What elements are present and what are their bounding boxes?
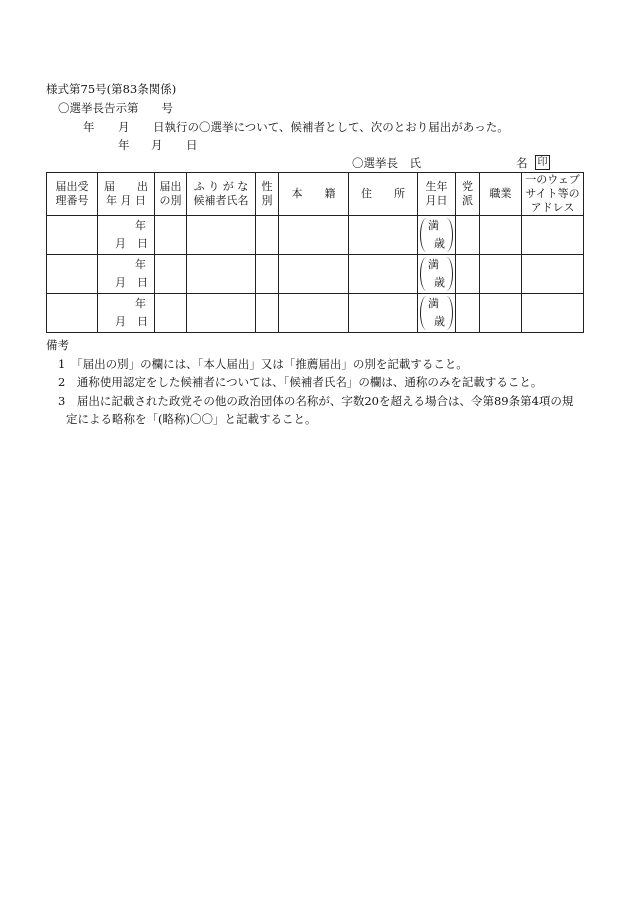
candidate-name-cell[interactable] (187, 216, 256, 255)
filing-date-cell[interactable]: 年 月 日 (98, 255, 155, 294)
address-cell[interactable] (349, 255, 418, 294)
address-cell[interactable] (349, 216, 418, 255)
header-website: 一のウェブ サイト等の アドレス (522, 173, 584, 216)
occupation-cell[interactable] (480, 294, 522, 333)
party-cell[interactable] (456, 294, 480, 333)
website-cell[interactable] (522, 294, 584, 333)
sex-cell[interactable] (256, 294, 279, 333)
date-day: 日 (186, 138, 198, 152)
exec-text: 日執行の〇選挙について、候補者として、次のとおり届出があった。 (153, 120, 509, 134)
birth-date-cell[interactable]: 満 歳 (418, 216, 456, 255)
header-domicile: 本 籍 (279, 173, 349, 216)
candidate-name-cell[interactable] (187, 255, 256, 294)
domicile-cell[interactable] (279, 216, 349, 255)
note-item: 3 届出に記載された政党その他の政治団体の名称が、字数20を超える場合は、令第89条第4項の規 (58, 394, 574, 408)
website-cell[interactable] (522, 216, 584, 255)
sex-cell[interactable] (256, 255, 279, 294)
filing-type-cell[interactable] (155, 294, 187, 333)
header-address: 住 所 (349, 173, 418, 216)
party-cell[interactable] (456, 216, 480, 255)
table-row (47, 216, 584, 255)
sex-cell[interactable] (256, 216, 279, 255)
occupation-cell[interactable] (480, 255, 522, 294)
header-filing-date: 届 出 年 月 日 (98, 173, 155, 216)
header-occupation: 職業 (480, 173, 522, 216)
exec-month: 月 (118, 120, 130, 134)
note-item: 1 「届出の別」の欄には、「本人届出」又は「推薦届出」の別を記載すること。 (58, 357, 468, 371)
note-item-continued: 定による略称を「(略称)〇〇」と記載すること。 (66, 412, 317, 426)
address-cell[interactable] (349, 294, 418, 333)
birth-date-cell[interactable]: 満 歳 (418, 294, 456, 333)
candidate-name-cell[interactable] (187, 294, 256, 333)
form-title: 様式第75号(第83条関係) (46, 82, 177, 96)
header-sex: 性 別 (256, 173, 279, 216)
notice-line: 〇選挙長告示第 号 (58, 101, 173, 115)
seal-mark: 印 (535, 155, 550, 170)
official-name-label: 名 (516, 156, 528, 170)
filing-type-cell[interactable] (155, 255, 187, 294)
note-item: 2 通称使用認定をした候補者については、「候補者氏名」の欄は、通称のみを記載すること。 (58, 375, 543, 389)
candidate-filing-table (46, 172, 584, 333)
domicile-cell[interactable] (279, 255, 349, 294)
date-year: 年 (118, 138, 130, 152)
table-row (47, 255, 584, 294)
header-birth-date: 生年 月日 (418, 173, 456, 216)
domicile-cell[interactable] (279, 294, 349, 333)
header-receipt-number: 届出受 理番号 (47, 173, 98, 216)
table-row (47, 294, 584, 333)
birth-date-cell[interactable]: 満 歳 (418, 255, 456, 294)
header-row (47, 173, 584, 216)
date-month: 月 (151, 138, 163, 152)
website-cell[interactable] (522, 255, 584, 294)
receipt-number-cell[interactable] (47, 294, 98, 333)
notes-heading: 備考 (46, 338, 69, 352)
filing-date-cell[interactable]: 年 月 日 (98, 216, 155, 255)
occupation-cell[interactable] (480, 216, 522, 255)
filing-type-cell[interactable] (155, 216, 187, 255)
receipt-number-cell[interactable] (47, 255, 98, 294)
receipt-number-cell[interactable] (47, 216, 98, 255)
header-candidate-name: ふ り が な 候補者氏名 (187, 173, 256, 216)
header-party: 党 派 (456, 173, 480, 216)
official-title: 〇選挙長 氏 (352, 156, 421, 170)
exec-year: 年 (83, 120, 95, 134)
header-filing-type: 届出 の別 (155, 173, 187, 216)
filing-date-cell[interactable]: 年 月 日 (98, 294, 155, 333)
party-cell[interactable] (456, 255, 480, 294)
